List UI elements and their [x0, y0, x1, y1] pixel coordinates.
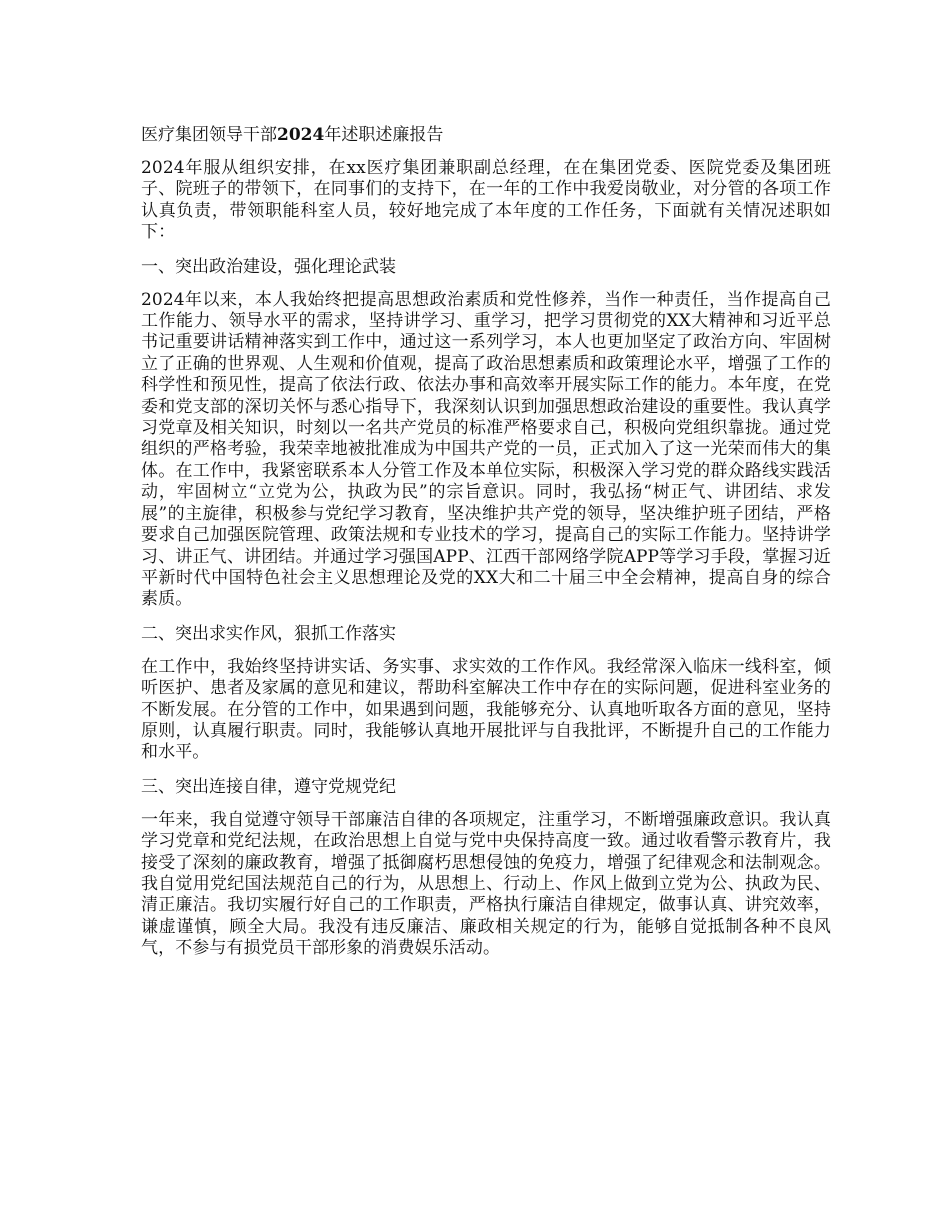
- section-body-3: 一年来，我自觉遵守领导干部廉洁自律的各项规定，注重学习，不断增强廉政意识。我认真学习党章和党纪法规，在政治思想上自觉与党中央保持高度一致。通过收看警示教育片，我接受了深刻的廉政教育，增强了抵御腐朽思想侵蚀的免疫力，增强了纪律观念和法制观念。我自觉用党纪国法规范自己的行为，从思想上、行动上、作风上做到立党为公、执政为民、清正廉洁。我切实履行好自己的工作职责，严格执行廉洁自律规定，做事认真、讲究效率，谦虚谨慎，顾全大局。我没有违反廉洁、廉政相关规定的行为，能够自觉抵制各种不良风气，不参与有损党员干部形象的消费娱乐活动。: [141, 809, 831, 959]
- title-prefix: 医疗集团领导干部: [141, 125, 277, 145]
- section-heading-3: 三、突出连接自律，遵守党规党纪: [141, 776, 396, 797]
- document-page: [141, 124, 831, 972]
- section-body-1: 2024年以来，本人我始终把提高思想政治素质和党性修养，当作一种责任，当作提高自己工作能力、领导水平的需求，坚持讲学习、重学习，把学习贯彻党的XX大精神和习近平总书记重要讲话精神落实到工作中，通过这一系列学习，本人也更加坚定了政治方向、牢固树立了正确的世界观、人生观和价值观，提高了政治思想素质和政策理论水平，增强了工作的科学性和预见性，提高了依法行政、依法办事和高效率开展实际工作的能力。本年度，在党委和党支部的深切关怀与悉心指导下，我深刻认识到加强思想政治建设的重要性。我认真学习党章及相关知识，时刻以一名共产党员的标准严格要求自己，积极向党组织靠拢。通过党组织的严格考验，我荣幸地被批准成为中国共产党的一员，正式加入了这一光荣而伟大的集体。在工作中，我紧密联系本人分管工作及本单位实际，积极深入学习党的群众路线实践活动，牢固树立“立党为公，执政为民”的宗旨意识。同时，我弘扬“树正气、讲团结、求发展”的主旋律，积极参与党纪学习教育，坚决维护共产党的领导，坚决维护班子团结，严格要求自己加强医院管理、政策法规和专业技术的学习，提高自己的实际工作能力。坚持讲学习、讲正气、讲团结。并通过学习强国APP、江西干部网络学院APP等学习手段，掌握习近平新时代中国特色社会主义思想理论及党的XX大和二十届三中全会精神，提高自身的综合素质。: [141, 289, 831, 610]
- section-body-2: 在工作中，我始终坚持讲实话、务实事、求实效的工作作风。我经常深入临床一线科室，倾听医护、患者及家属的意见和建议，帮助科室解决工作中存在的实际问题，促进科室业务的不断发展。在分管的工作中，如果遇到问题，我能够充分、认真地听取各方面的意见，坚持原则，认真履行职责。同时，我能够认真地开展批评与自我批评，不断提升自己的工作能力和水平。: [141, 656, 831, 763]
- section-heading-2: 二、突出求实作风，狠抓工作落实: [141, 623, 396, 644]
- document-title: [141, 124, 831, 146]
- title-suffix: 年述职述廉报告: [324, 125, 444, 145]
- intro-paragraph: 2024年服从组织安排，在xx医疗集团兼职副总经理，在在集团党委、医院党委及集团班子、院班子的带领下，在同事们的支持下，在一年的工作中我爱岗敬业，对分管的各项工作认真负责，带领职能科室人员，较好地完成了本年度的工作任务，下面就有关情况述职如下：: [141, 158, 831, 243]
- title-year: 2024: [277, 125, 325, 145]
- section-heading-1: 一、突出政治建设，强化理论武装: [141, 256, 396, 277]
